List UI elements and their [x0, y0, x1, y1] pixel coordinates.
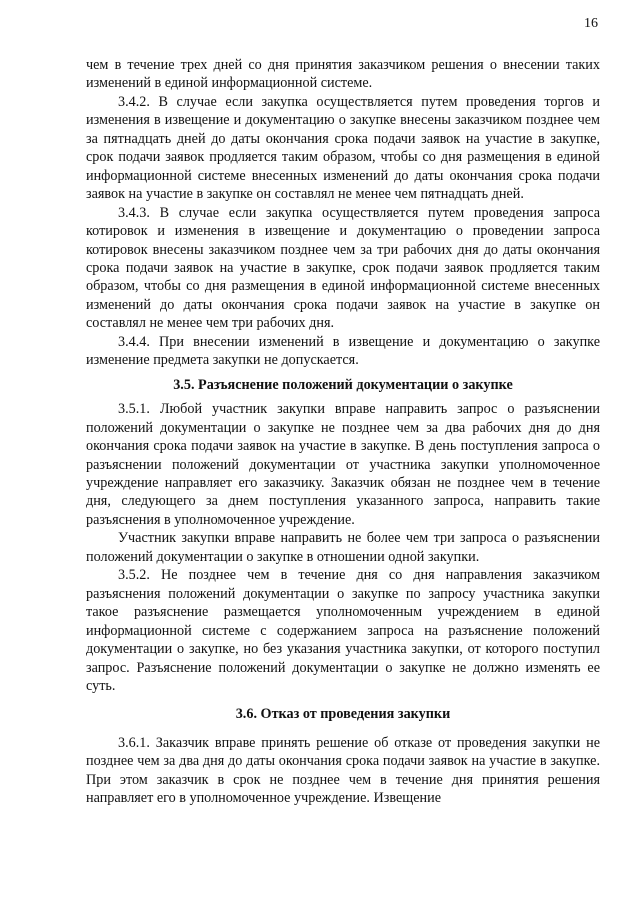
paragraph-query-limit: Участник закупки вправе направить не более чем три запроса о разъяснении положений документации о закупке в отношении одной закупки. [86, 530, 600, 565]
paragraph-3-5-2: 3.5.2. Не позднее чем в течение дня со дня направления заказчиком разъяснения положений документации о закупке по запросу участника закупки такое разъяснение размещается уполномоченным учреждением в единой информационной системе с содержанием запроса на разъяснение положений документации о закупке, но без указания участника закупки, от которого поступил запрос. Разъяснение положений документации о закупке не должно изменять ее суть. [86, 567, 600, 694]
section-heading-3-5: 3.5. Разъяснение положений документации о закупке [173, 376, 513, 393]
paragraph-3-4-2: 3.4.2. В случае если закупка осуществляется путем проведения торгов и изменения в извещение и документацию о закупке внесены заказчиком позднее чем за пятнадцать дней до даты окончания срока подачи заявок на участие в закупке, срок подачи заявок продляется таким образом, чтобы со дня размещения в единой информационной системе внесенных изменений до даты окончания срока подачи заявок на участие в закупке он составлял не менее чем пятнадцать дней. [86, 93, 600, 203]
page-number: 16 [584, 16, 598, 31]
paragraph-3-4-3: 3.4.3. В случае если закупка осуществляется путем проведения запроса котировок и изменения в извещение и документацию о проведении запроса котировок внесены заказчиком позднее чем за три рабочих дня до даты окончания срока подачи заявок на участие в закупке, срок подачи заявок продляется таким образом, чтобы со дня размещения в единой информационной системе внесенных изменений до даты окончания срока подачи заявок на участие в закупке он составлял не менее чем три рабочих дня. [86, 204, 600, 332]
paragraph-3-6-1: 3.6.1. Заказчик вправе принять решение об отказе от проведения закупки не позднее чем за два дня до даты окончания срока подачи заявок на участие в закупке. При этом заказчик в срок не позднее чем в течение дня принятия решения направляет его в уполномоченное учреждение. Извещение [86, 734, 600, 807]
section-heading-3-6: 3.6. Отказ от проведения закупки [235, 706, 451, 723]
document-body [86, 56, 600, 808]
paragraph-continuation: чем в течение трех дней со дня принятия заказчиком решения о внесении таких изменений в единой информационной системе. [86, 57, 600, 92]
paragraph-3-5-1: 3.5.1. Любой участник закупки вправе направить запрос о разъяснении положений документации о закупке не позднее чем за два рабочих дня до дня окончания срока подачи заявок на участие в закупке. В день поступления запроса о разъяснении положений документации от участника закупки уполномоченное учреждение направляет его заказчику. Заказчик обязан не позднее чем в течение дня, следующего за днем поступления указанного запроса, направить такие разъяснения в уполномоченное учреждение. [86, 401, 600, 528]
paragraph-3-4-4: 3.4.4. При внесении изменений в извещение и документацию о закупке изменение предмета закупки не допускается. [86, 333, 600, 369]
